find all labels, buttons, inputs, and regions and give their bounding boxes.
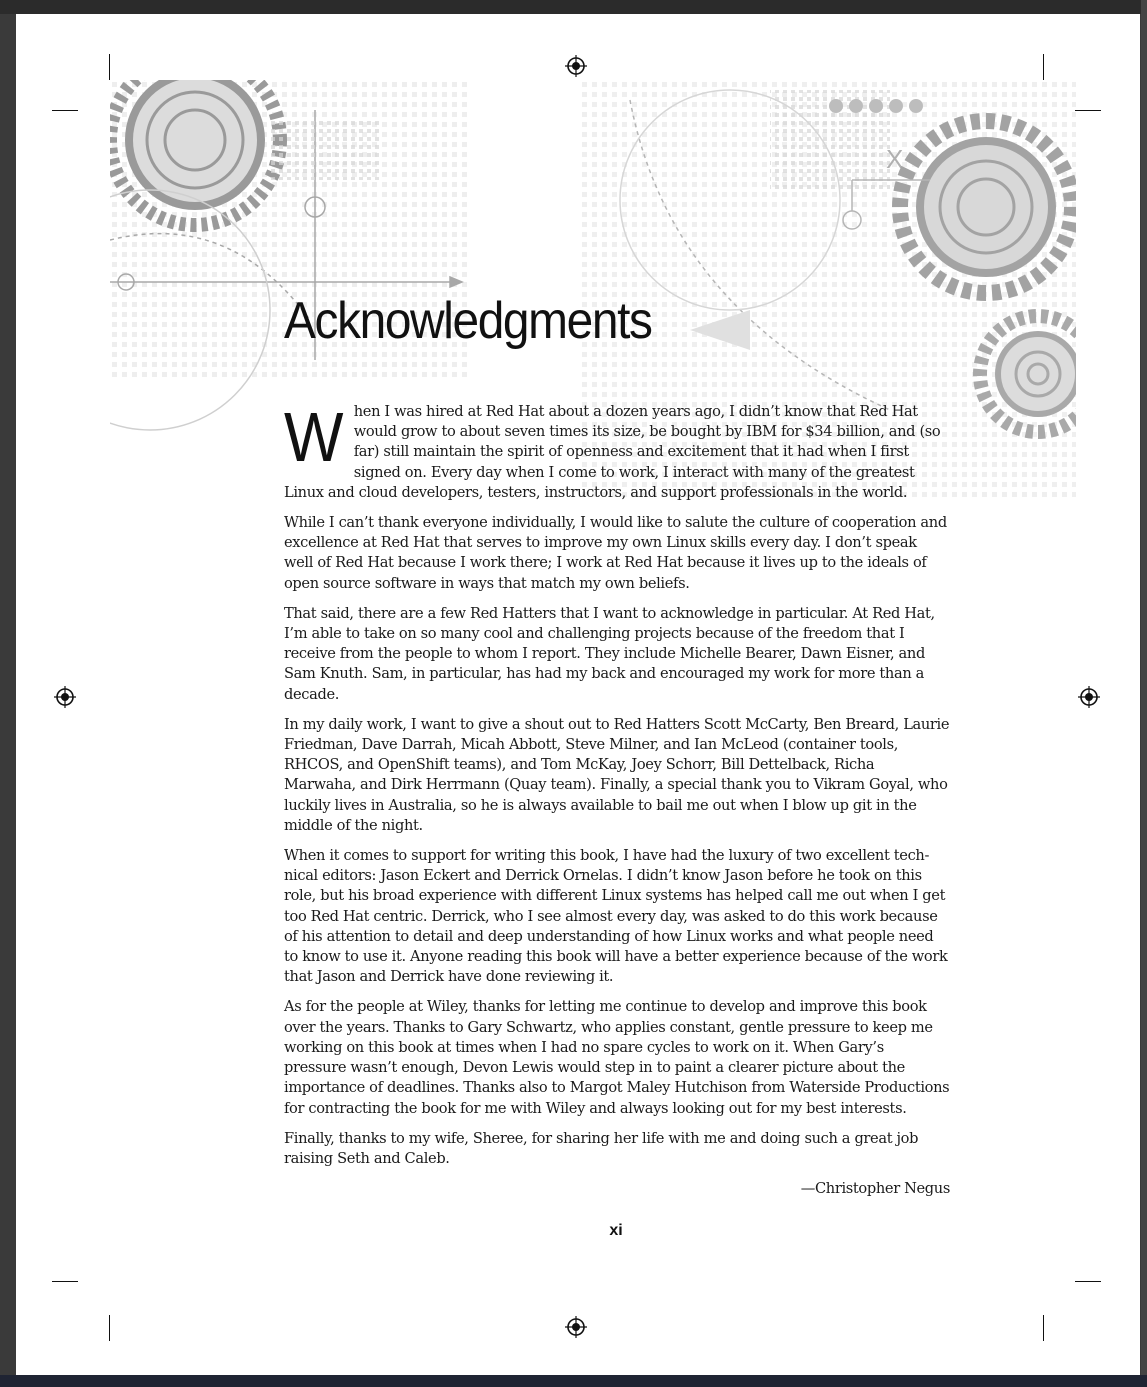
x-mark-icon: X: [886, 144, 904, 174]
paragraph: When it comes to support for writing this book, I have had the luxury of two excellent tech-nical editors: Jason Eckert and Derrick Ornelas. I didn’t know Jason before he took on this role, but his broad experience with different Linux systems has helped call me out when I get too Red Hat centric. Derrick, who I see almost every day, was asked to do this work because of his attention to detail and deep understanding of how Linux works and what people need to know to use it. Anyone reading this book will have a better experience because of the work that Jason and Derrick have done reviewing it.: [284, 847, 948, 986]
viewer-edge: [1141, 0, 1147, 1387]
crop-mark: [1043, 54, 1044, 80]
paragraph: [284, 398, 950, 503]
viewer-taskbar-edge: [0, 1375, 1147, 1387]
page-number: xi: [609, 1222, 623, 1239]
crop-mark: [52, 1281, 78, 1282]
registration-mark-icon: [565, 55, 587, 77]
crop-mark: [1075, 110, 1101, 111]
crop-mark: [1075, 1281, 1101, 1282]
crop-mark: [109, 1315, 110, 1341]
body-text: [284, 398, 950, 1209]
drop-cap: W: [284, 398, 344, 476]
signature: —Christopher Negus: [800, 1180, 950, 1198]
registration-mark-icon: [565, 1316, 587, 1338]
registration-mark-icon: [54, 686, 76, 708]
page-title: Acknowledgments: [284, 292, 652, 350]
registration-mark-icon: [1078, 686, 1100, 708]
crop-mark: [109, 54, 110, 80]
paragraph: As for the people at Wiley, thanks for letting me continue to develop and improve this book over the years. Thanks to Gary Schwartz, who applies constant, gentle pressure to keep me working on this book at times when I had no spare cycles to work on it. When Gary’s pressure wasn’t enough, Devon Lewis would step in to paint a clearer picture about the importance of deadlines. Thanks also to Margot Maley Hutchison from Waterside Productions for contracting the book for me with Wiley and always looking out for my best interests.: [284, 998, 950, 1117]
viewer-top-bar: [0, 0, 1147, 14]
paragraph: While I can’t thank everyone individually, I would like to salute the culture of cooperation and excellence at Red Hat that serves to improve my own Linux skills every day. I don’t speak well of Red Hat because I work there; I work at Red Hat because it lives up to the ideals of open source software in ways that match my own beliefs.: [284, 514, 947, 592]
paragraph: In my daily work, I want to give a shout out to Red Hatters Scott McCarty, Ben Breard, Laurie Friedman, Dave Darrah, Micah Abbott, Steve Milner, and Ian McLeod (container tools, RHCOS, and OpenShift teams), and Tom McKay, Joey Schorr, Bill Dettelback, Richa Marwaha, and Dirk Herrmann (Quay team). Finally, a special thank you to Vikram Goyal, who luckily lives in Australia, so he is always available to bail me out when I blow up git in the middle of the night.: [284, 715, 950, 834]
paragraph: That said, there are a few Red Hatters that I want to acknowledge in particular. At Red Hat, I’m able to take on so many cool and challenging projects because of the freedom that I receive from the people to whom I report. They include Michelle Bearer, Dawn Eisner, and Sam Knuth. Sam, in particular, has had my back and encouraged my work for more than a decade.: [284, 604, 935, 703]
document-page[interactable]: [16, 14, 1140, 1375]
paragraph: Finally, thanks to my wife, Sheree, for sharing her life with me and doing such a great job raising Seth and Caleb.: [284, 1129, 919, 1167]
crop-mark: [1043, 1315, 1044, 1341]
paragraph-text: hen I was hired at Red Hat about a dozen years ago, I didn’t know that Red Hat would grow to about seven times its size, be bought by IBM for $34 billion, and (so far) still maintain the spirit of openness and excitement that it had when I first signed on. Every day when I come to work, I interact with many of the greatest Linux and cloud developers, testers, instructors, and support professionals in the world.: [284, 403, 941, 501]
crop-mark: [52, 110, 78, 111]
